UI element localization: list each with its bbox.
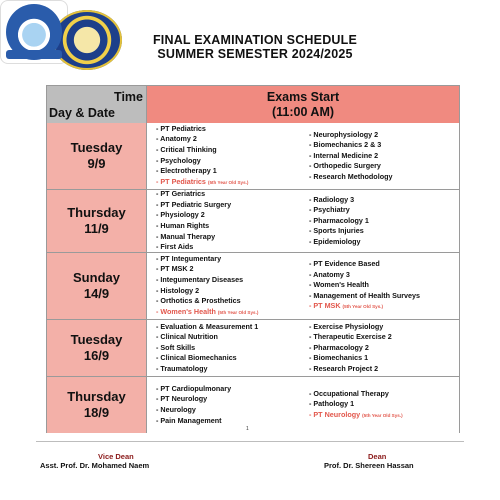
exam-item [156, 264, 306, 275]
exams-start-label: Exams Start [266, 89, 340, 104]
exam-name: Integumentary Diseases [160, 274, 244, 284]
exam-item [156, 405, 306, 416]
exam-item [156, 296, 306, 307]
exam-item [156, 254, 306, 265]
exam-item [309, 195, 459, 206]
university-logo-icon [0, 0, 68, 64]
exam-note: (5th Year Old Sys.) [362, 412, 403, 418]
exam-item [309, 151, 459, 162]
exam-item [156, 156, 306, 167]
exam-item [156, 384, 306, 395]
time-label: Time [114, 89, 143, 104]
exam-item [309, 322, 459, 333]
exam-item [309, 270, 459, 281]
exam-name: Pharmacology 1 [313, 215, 369, 225]
date-label: 9/9 [87, 156, 106, 171]
exam-list-right [309, 190, 459, 252]
exam-name: PT MSK [313, 301, 341, 311]
exam-item [156, 322, 306, 333]
exams-cell [147, 190, 459, 252]
exams-cell [147, 377, 459, 433]
date-label: 14/9 [83, 286, 110, 301]
exam-item [156, 145, 306, 156]
exam-item [309, 410, 459, 422]
exam-name: Pathology 1 [313, 399, 355, 409]
exam-list-left [156, 377, 306, 433]
time-day-header-cell [47, 86, 147, 123]
exam-name: Physiology 2 [160, 210, 205, 220]
day-date-cell [47, 377, 147, 433]
exam-name: Traumatology [160, 363, 208, 373]
exam-name: Anatomy 2 [160, 134, 197, 144]
exam-item [156, 221, 306, 232]
day-date-label: Day & Date [49, 105, 115, 120]
exam-item [156, 286, 306, 297]
exam-list-left [156, 123, 306, 189]
exam-name: Occupational Therapy [313, 388, 389, 398]
exam-name: First Aids [160, 242, 194, 252]
exams-start-time: (11:00 AM) [271, 104, 335, 119]
day-label: Thursday [67, 389, 126, 404]
exam-note: (5th Year Old Sys.) [217, 309, 259, 315]
exam-name: Biomechanics 2 & 3 [313, 140, 382, 150]
exam-item [309, 226, 459, 237]
exam-item [156, 275, 306, 286]
exam-name: PT Neurology [313, 409, 361, 419]
exam-list-right [309, 123, 459, 189]
exam-list-right [309, 253, 459, 319]
exam-name: Anatomy 3 [313, 269, 350, 279]
exam-item [309, 364, 459, 375]
exam-item [156, 189, 306, 200]
day-date-cell [47, 320, 147, 376]
page-number: 1 [246, 426, 249, 432]
date-label: 18/9 [83, 405, 110, 420]
footer-divider [36, 441, 464, 442]
schedule-row [47, 319, 459, 376]
exam-name: PT Evidence Based [313, 259, 380, 269]
exam-item [309, 161, 459, 172]
exam-name: Therapeutic Exercise 2 [313, 332, 392, 342]
exam-name: Psychology [160, 155, 201, 165]
exam-name: Orthotics & Prosthetics [160, 296, 241, 306]
exam-name: Clinical Nutrition [160, 332, 218, 342]
exam-name: Neurophysiology 2 [313, 129, 379, 139]
exam-item [156, 166, 306, 177]
schedule-row [47, 123, 459, 189]
schedule-row [47, 189, 459, 252]
exam-name: Soft Skills [160, 342, 196, 352]
exam-item [309, 216, 459, 227]
exam-item [156, 232, 306, 243]
exam-item [309, 399, 459, 410]
exam-name: Neurology [160, 405, 196, 414]
exam-item [309, 280, 459, 291]
exam-name: PT MSK 2 [160, 264, 194, 274]
exam-name: PT Integumentary [160, 253, 222, 263]
exam-item [309, 343, 459, 354]
vice-dean-role: Vice Dean [98, 452, 134, 461]
exam-item [156, 307, 306, 319]
day-date-cell [47, 123, 147, 189]
exam-name: Pain Management [160, 415, 222, 425]
day-date-cell [47, 190, 147, 252]
exam-name: Electrotherapy 1 [160, 166, 217, 176]
day-label: Thursday [67, 205, 126, 220]
table-header-row [47, 86, 459, 123]
exam-note: (5th Year Old Sys.) [342, 304, 384, 310]
exam-item [156, 124, 306, 135]
exam-item [309, 172, 459, 183]
exam-name: Biomechanics 1 [313, 353, 369, 363]
exam-name: Women's Health [313, 280, 369, 290]
exam-item [309, 140, 459, 151]
dean-name: Prof. Dr. Shereen Hassan [324, 461, 414, 470]
exam-item [309, 237, 459, 248]
day-label: Sunday [73, 270, 120, 285]
exam-name: Women's Health [160, 306, 216, 316]
exam-item [156, 332, 306, 343]
exam-name: Radiology 3 [313, 194, 355, 204]
date-label: 16/9 [83, 348, 110, 363]
exam-name: PT Geriatrics [160, 189, 206, 199]
day-label: Tuesday [70, 332, 123, 347]
exams-cell [147, 123, 459, 189]
day-date-cell [47, 253, 147, 319]
exams-cell [147, 320, 459, 376]
exam-name: PT Pediatrics [160, 123, 206, 133]
date-label: 11/9 [84, 221, 109, 236]
exam-list-right [309, 377, 459, 433]
exam-item [309, 205, 459, 216]
exam-item [156, 177, 306, 189]
exam-list-right [309, 320, 459, 376]
exam-name: Evaluation & Measurement 1 [160, 321, 259, 331]
exam-item [156, 200, 306, 211]
schedule-title: FINAL EXAMINATION SCHEDULE [152, 33, 358, 47]
exam-item [156, 364, 306, 375]
exam-name: Research Project 2 [313, 363, 379, 373]
schedule-row [47, 252, 459, 319]
exam-item [309, 389, 459, 400]
exams-cell [147, 253, 459, 319]
exam-item [309, 301, 459, 313]
schedule-row [47, 376, 459, 433]
exam-item [156, 353, 306, 364]
exam-item [309, 291, 459, 302]
exam-name: Epidemiology [313, 236, 361, 246]
exam-name: Histology 2 [160, 285, 200, 295]
exam-item [156, 134, 306, 145]
exam-list-left [156, 253, 306, 319]
faculty-logo-icon [52, 10, 122, 70]
exam-item [309, 353, 459, 364]
exam-name: Orthopedic Surgery [313, 161, 381, 171]
dean-role: Dean [368, 452, 387, 461]
exam-item [156, 416, 306, 427]
exam-name: PT Pediatric Surgery [160, 199, 232, 209]
exam-note: (5th Year Old Sys.) [207, 179, 249, 185]
exam-name: Pharmacology 2 [313, 342, 369, 352]
exams-start-header-cell [147, 86, 459, 123]
exam-schedule-table [46, 85, 460, 433]
day-label: Tuesday [70, 140, 123, 155]
exam-item [309, 259, 459, 270]
document-header [0, 0, 500, 80]
exam-name: Manual Therapy [160, 231, 216, 241]
exam-item [309, 130, 459, 141]
exam-list-left [156, 320, 306, 376]
exam-name: Exercise Physiology [313, 321, 384, 331]
exam-item [309, 332, 459, 343]
exam-name: Sports Injuries [313, 226, 364, 236]
exam-name: PT Neurology [160, 394, 208, 404]
semester-title: SUMMER SEMESTER 2024/2025 [157, 47, 353, 61]
exam-list-left [156, 190, 306, 252]
exam-name: Internal Medicine 2 [313, 150, 379, 160]
exam-name: Human Rights [160, 221, 210, 230]
exam-item [156, 210, 306, 221]
exam-item [156, 343, 306, 354]
exam-name: Research Methodology [313, 171, 393, 181]
exam-name: Management of Health Surveys [313, 290, 421, 300]
exam-name: PT Pediatrics [160, 176, 206, 186]
exam-name: PT Cardiopulmonary [160, 383, 232, 393]
exam-name: Clinical Biomechanics [160, 353, 237, 363]
exam-name: Psychiatry [313, 205, 350, 215]
vice-dean-name: Asst. Prof. Dr. Mohamed Naem [40, 461, 150, 470]
exam-name: Critical Thinking [160, 144, 217, 154]
exam-item [156, 394, 306, 405]
